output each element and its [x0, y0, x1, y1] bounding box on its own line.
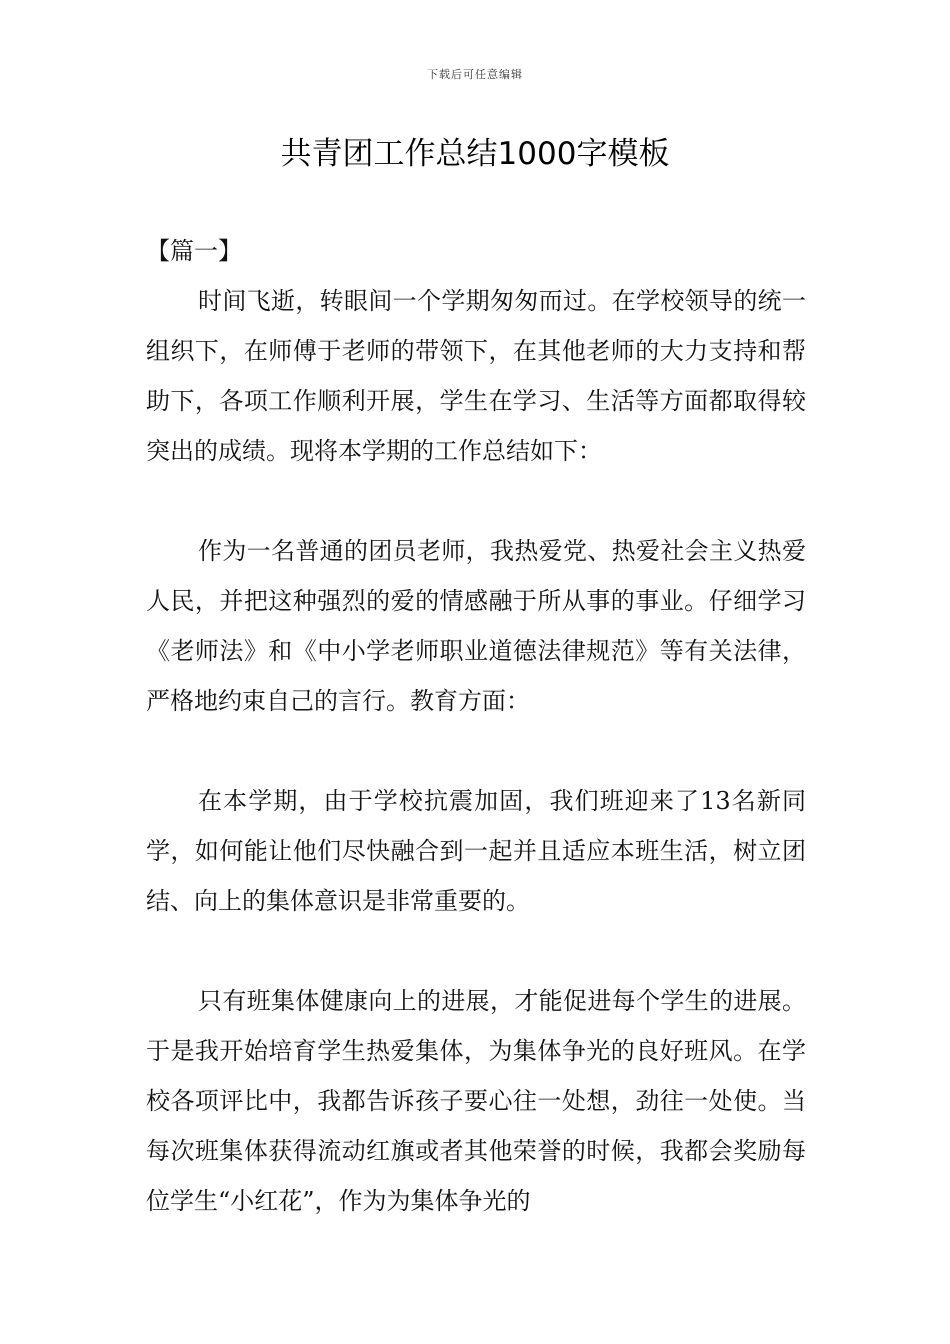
paragraph-1: 时间飞逝，转眼间一个学期匆匆而过。在学校领导的统一组织下，在师傅于老师的带领下，在其他老师的大力支持和帮助下，各项工作顺利开展，学生在学习、生活等方面都取得较突出的成绩。现将本学期的工作总结如下： — [146, 287, 806, 465]
section-label: 【篇一】 — [146, 237, 242, 265]
paragraph-gap — [146, 926, 806, 976]
paragraph-gap — [146, 476, 806, 526]
paragraph-2: 作为一名普通的团员老师，我热爱党、热爱社会主义热爱人民，并把这种强烈的爱的情感融于所从事的事业。仔细学习《老师法》和《中小学老师职业道德法律规范》等有关法律，严格地约束自己的言行。教育方面： — [146, 537, 806, 715]
paragraph-gap — [146, 726, 806, 776]
paragraph-3: 在本学期，由于学校抗震加固，我们班迎来了13名新同学，如何能让他们尽快融合到一起并且适应本班生活，树立团结、向上的集体意识是非常重要的。 — [146, 787, 806, 915]
page-title: 共青团工作总结1000字模板 — [280, 136, 670, 172]
paragraph-4: 只有班集体健康向上的进展，才能促进每个学生的进展。于是我开始培育学生热爱集体，为集体争光的良好班风。在学校各项评比中，我都告诉孩子要心往一处想，劲往一处使。当每次班集体获得流动红旗或者其他荣誉的时候，我都会奖励每位学生“小红花”，作为为集体争光的 — [146, 987, 806, 1215]
document-body — [146, 226, 806, 1226]
header-note: 下载后可任意编辑 — [427, 68, 523, 81]
